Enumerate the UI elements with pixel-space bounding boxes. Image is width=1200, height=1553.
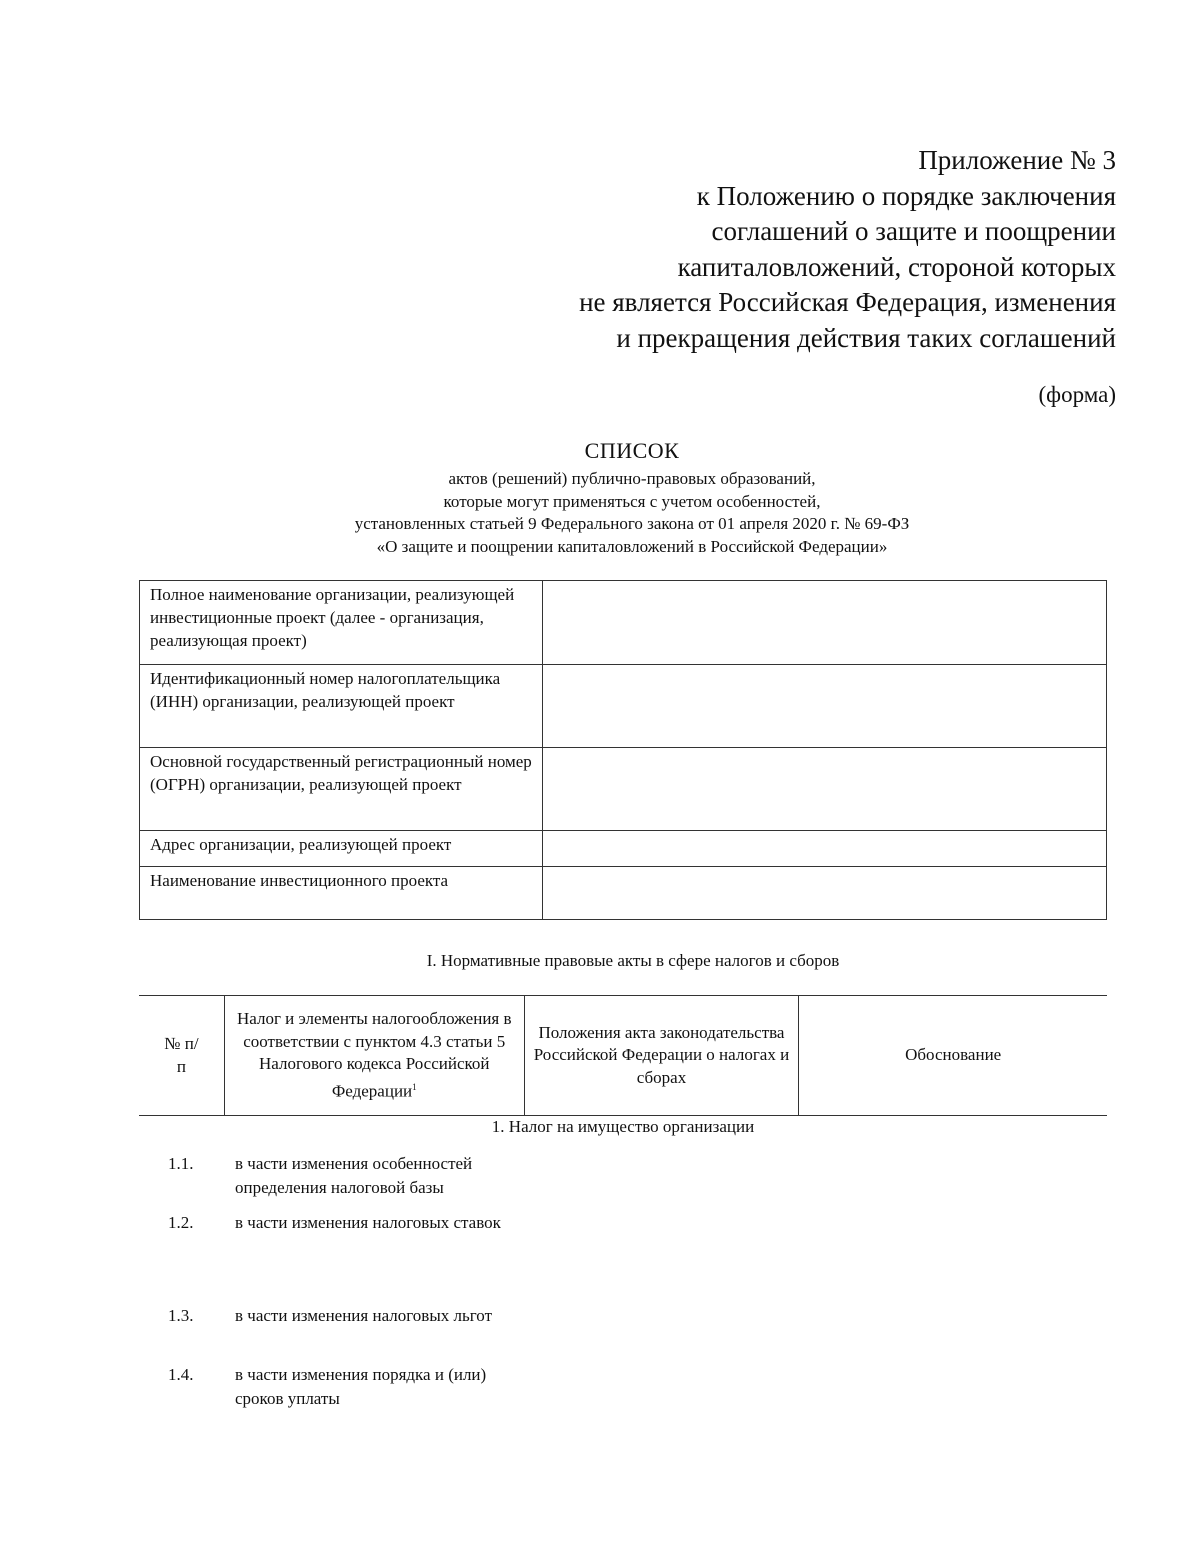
table-row: [140, 867, 1107, 920]
info-label: Идентификационный номер налогоплательщика (ИНН) организации, реализующей проект: [140, 665, 543, 748]
item-text: в части изменения порядка и (или) сроков уплаты: [235, 1365, 487, 1408]
table-header-row: [139, 996, 1107, 1116]
info-value-cell[interactable]: [543, 831, 1107, 867]
appendix-line: и прекращения действия таких соглашений: [616, 322, 1116, 353]
table-row: [140, 831, 1107, 867]
header-basis-text: Обоснование: [905, 1045, 1002, 1065]
item-text: в части изменения налоговых ставок: [235, 1213, 501, 1232]
section-title: I. Нормативные правовые акты в сфере налогов и сборов: [426, 951, 840, 970]
item-number: 1.3.: [168, 1306, 194, 1325]
appendix-line: к Положению о порядке заключения: [696, 180, 1116, 211]
header-tax: [224, 996, 524, 1116]
header-num: [139, 996, 224, 1116]
info-value-cell[interactable]: [543, 867, 1107, 920]
header-basis: [799, 996, 1107, 1116]
subtitle-line: «О защите и поощрении капиталовложений в Российской Федерации»: [376, 536, 888, 556]
table-row: [140, 665, 1107, 748]
info-label: Наименование инвестиционного проекта: [140, 867, 543, 920]
appendix-line: Приложение № 3: [918, 145, 1116, 175]
info-label: Адрес организации, реализующей проект: [140, 831, 543, 867]
appendix-line: не является Российская Федерация, изменения: [579, 287, 1116, 317]
footnote-marker: 1: [412, 1081, 417, 1092]
info-label: Основной государственный регистрационный номер (ОГРН) организации, реализующей проект: [140, 748, 543, 831]
item-number: 1.2.: [168, 1213, 194, 1232]
appendix-line: капиталовложений, стороной которых: [677, 251, 1116, 282]
organization-info-table: [139, 580, 1107, 920]
item-number: 1.1.: [168, 1154, 194, 1173]
form-label: (форма): [1038, 382, 1116, 407]
subtitle-line: актов (решений) публично-правовых образований,: [448, 469, 816, 488]
appendix-line: соглашений о защите и поощрении: [711, 216, 1116, 246]
header-num-text: № п/п: [164, 1034, 199, 1076]
info-value-cell[interactable]: [543, 748, 1107, 831]
subtitle-line: установленных статьей 9 Федерального закона от 01 апреля 2020 г. № 69-ФЗ: [354, 514, 910, 533]
document-title: СПИСОК: [584, 438, 680, 463]
item-text: в части изменения особенностей определения налоговой базы: [235, 1154, 473, 1197]
item-number: 1.4.: [168, 1365, 194, 1384]
document-subtitle: [0, 468, 1200, 558]
appendix-header: [579, 143, 1116, 356]
info-value-cell[interactable]: [543, 581, 1107, 665]
header-provisions-text: Положения акта законодательства Российской Федерации о налогах и сборах: [533, 1022, 790, 1087]
table-row: [140, 581, 1107, 665]
header-provisions: [524, 996, 799, 1116]
subtitle-line: которые могут применяться с учетом особенностей,: [443, 491, 821, 511]
table-row: [140, 748, 1107, 831]
item-text: в части изменения налоговых льгот: [235, 1306, 492, 1325]
info-value-cell[interactable]: [543, 665, 1107, 748]
info-label: Полное наименование организации, реализующей инвестиционные проект (далее - организация, реализующая проект): [140, 581, 543, 665]
header-tax-text: Налог и элементы налогообложения в соответствии с пунктом 4.3 статьи 5 Налогового кодекса Российской Федерации: [237, 1009, 512, 1101]
subsection-title: 1. Налог на имущество организации: [491, 1117, 755, 1136]
acts-table: [139, 995, 1107, 1116]
